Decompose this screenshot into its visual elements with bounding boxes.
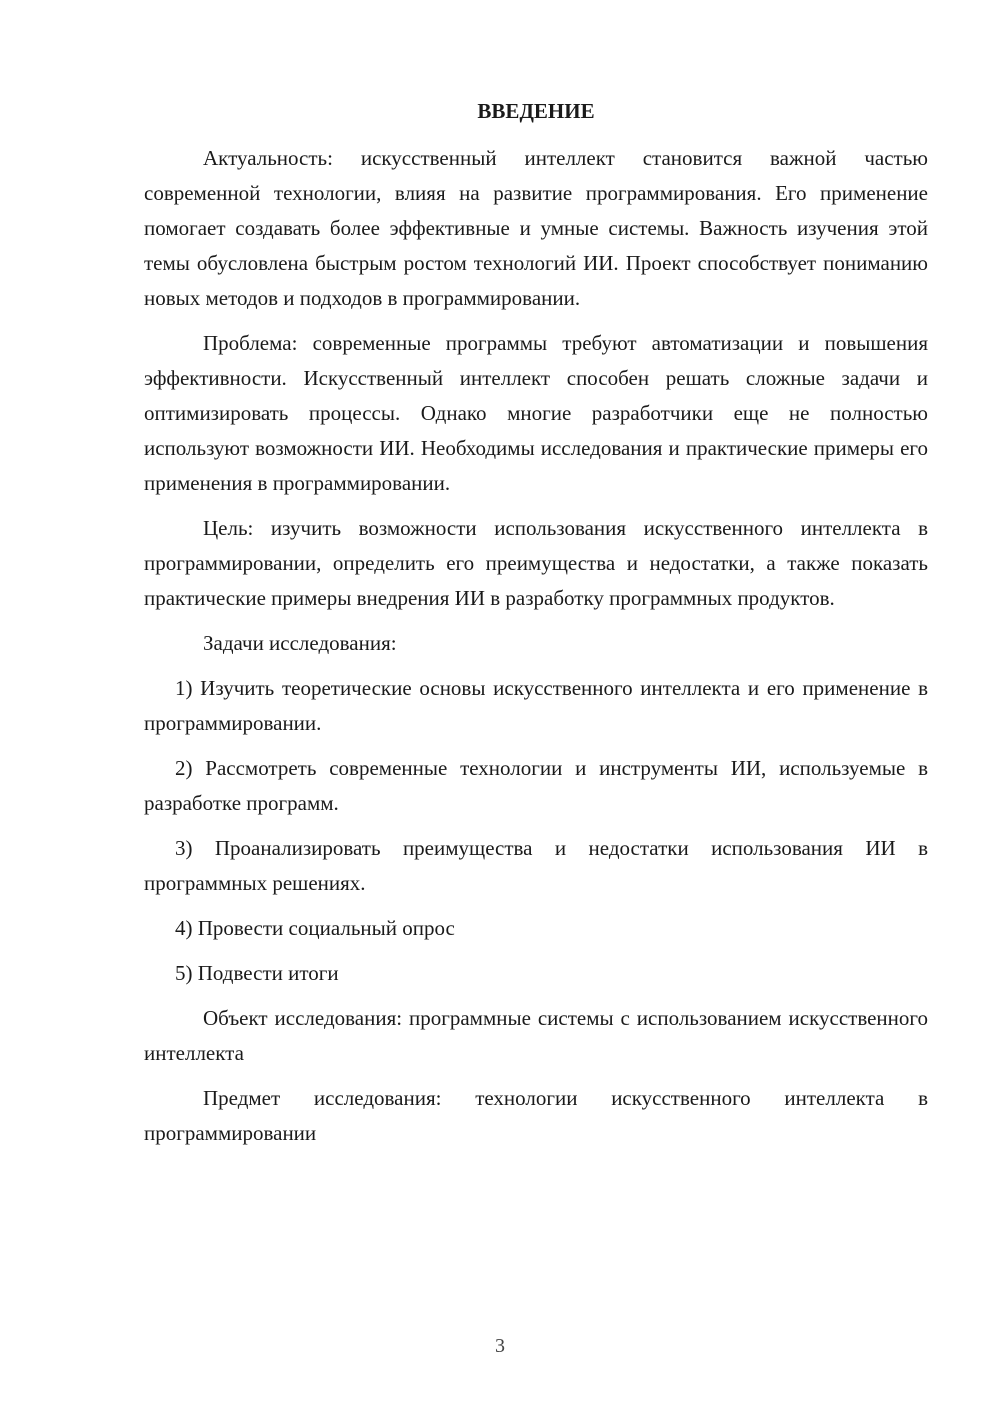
page-content [144,94,928,1161]
relevance-paragraph: Актуальность: искусственный интеллект становится важной частью современной технологии, влияя на развитие программирования. Его применение помогает создавать более эффективные и умные системы. Важность изучения этой темы обусловлена быстрым ростом технологий ИИ. Проект способствует пониманию новых методов и подходов в программировании. [144,146,928,310]
problem-paragraph: Проблема: современные программы требуют автоматизации и повышения эффективности. Искусственный интеллект способен решать сложные задачи и оптимизировать процессы. Однако многие разработчики еще не полностью используют возможности ИИ. Необходимы исследования и практические примеры его применения в программировании. [144,331,928,495]
task-item: 1) Изучить теоретические основы искусственного интеллекта и его применение в программировании. [144,676,928,735]
task-item: 4) Провести социальный опрос [175,916,455,940]
tasks-heading: Задачи исследования: [203,631,397,655]
object-paragraph: Объект исследования: программные системы с использованием искусственного интеллекта [144,1006,928,1065]
subject-paragraph: Предмет исследования: технологии искусственного интеллекта в программировании [144,1086,928,1145]
task-item: 2) Рассмотреть современные технологии и инструменты ИИ, используемые в разработке программ. [144,756,928,815]
page-number: 3 [495,1335,505,1357]
task-item: 5) Подвести итоги [175,961,339,985]
page-title: ВВЕДЕНИЕ [477,99,595,123]
task-item: 3) Проанализировать преимущества и недостатки использования ИИ в программных решениях. [144,836,928,895]
goal-paragraph: Цель: изучить возможности использования искусственного интеллекта в программировании, определить его преимущества и недостатки, а также показать практические примеры внедрения ИИ в разработку программных продуктов. [144,516,928,610]
